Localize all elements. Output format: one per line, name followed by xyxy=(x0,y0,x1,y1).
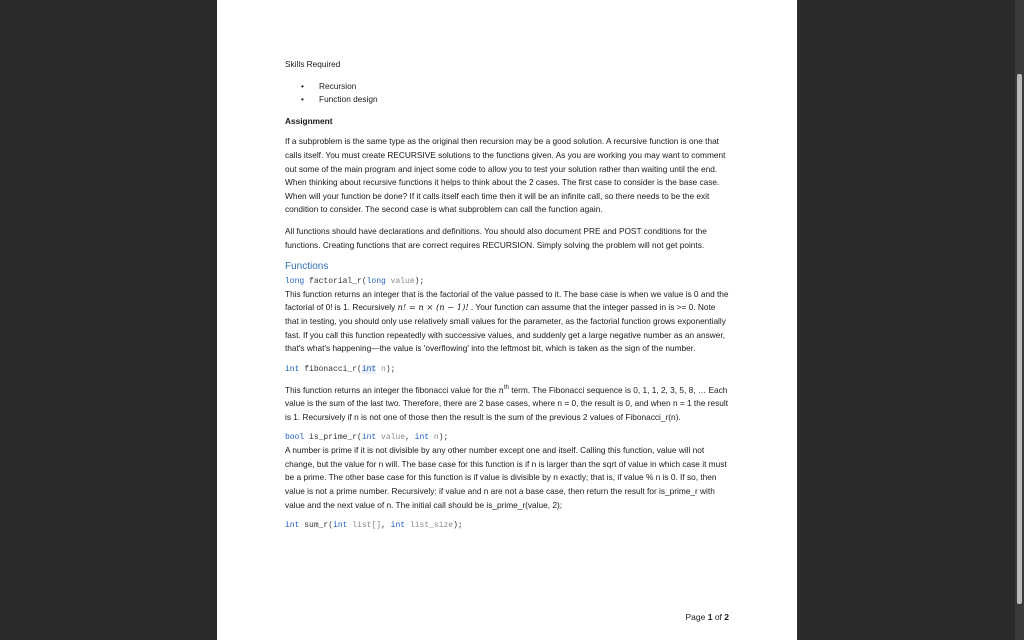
vertical-scrollbar[interactable] xyxy=(1015,0,1024,640)
factorial-signature: long factorial_r(long value); xyxy=(285,276,425,286)
skills-heading: Skills Required xyxy=(285,59,341,69)
list-item: • Function design xyxy=(285,93,729,107)
fibonacci-signature: int fibonacci_r(int n); xyxy=(285,364,396,374)
bullet-icon: • xyxy=(301,94,304,105)
factorial-description: This function returns an integer that is the factorial of the value passed to it. The base case is when we value is 0 and the factorial of 0! is 1. Recursively n! = n × (n − 1)! . Your function can assume that the integer passed in is >= 0. Note that in testing, you should only use relatively small values for the parameter, as the factorial function grows exponentially fast. If you call this function repeatedly with successive values, and suddenly get a large negative number as an answer, that's what's happening—the value is 'overflowing' into the leftmost bit, which is taken as the sign of the number. xyxy=(285,288,729,354)
sum-signature: int sum_r(int list[], int list_size); xyxy=(285,521,463,531)
assignment-paragraph-1: If a subproblem is the same type as the original then recursion may be a good solution. A recursive function is one that calls itself. You must create RECURSIVE solutions to the functions given. As you are working you may want to comment out some of the main program and inject some code to allow you to test your solution rather than waiting until the end. When thinking about recursive functions it helps to think about the 2 cases. The first case to consider is the base case. When will your function be done? If it calls itself each time then it will be an infinite call, so there needs to be the exit condition to consider. The second case is what subproblem can call the function again. xyxy=(285,136,726,215)
list-item: • Recursion xyxy=(285,80,729,94)
scrollbar-thumb[interactable] xyxy=(1017,74,1022,604)
page-content xyxy=(285,58,729,532)
fibonacci-description: This function returns an integer the fibonacci value for the $n^{th}$ term. The Fibonacci sequence is 0, 1, 1, 2, 3, 5, 8, … Each value is the sum of the last two. Therefore, there are 2 base cases, where n = 0, the result is 0, and when n = 1 the result is 1. Recursively if n is not one of those then the result is the sum of the previous 2 values of Fibonacci_r(n). xyxy=(285,384,729,422)
bullet-icon: • xyxy=(301,80,304,91)
prime-signature: bool is_prime_r(int value, int n); xyxy=(285,433,449,443)
page-number: Page 1 of 2 xyxy=(685,612,729,622)
functions-heading: Functions xyxy=(285,261,329,273)
skills-list xyxy=(285,80,729,107)
assignment-heading: Assignment xyxy=(285,115,333,126)
assignment-paragraph-2: All functions should have declarations and definitions. You should also document PRE and POST conditions for the functions. Creating functions that are correct requires RECURSION. Simply solving the problem will not get points. xyxy=(285,225,707,250)
factorial-formula: n! = n × (n − 1)! xyxy=(397,302,469,313)
document-page xyxy=(217,0,797,640)
prime-description: A number is prime if it is not divisible by any other number except one and itself. Calling this function, value will not change, but the value for n will. The base case for this function is if n is larger than the sqrt of value in which case it must be a prime. The other base case for this function is if value is divisible by n exactly; that is, if value % n is 0. If so, then value is not a prime number. Recursively: if value and n are not a base case, then return the result for is_prime_r with value and the next value of n. The initial call should be is_prime_r(value, 2); xyxy=(285,445,727,510)
